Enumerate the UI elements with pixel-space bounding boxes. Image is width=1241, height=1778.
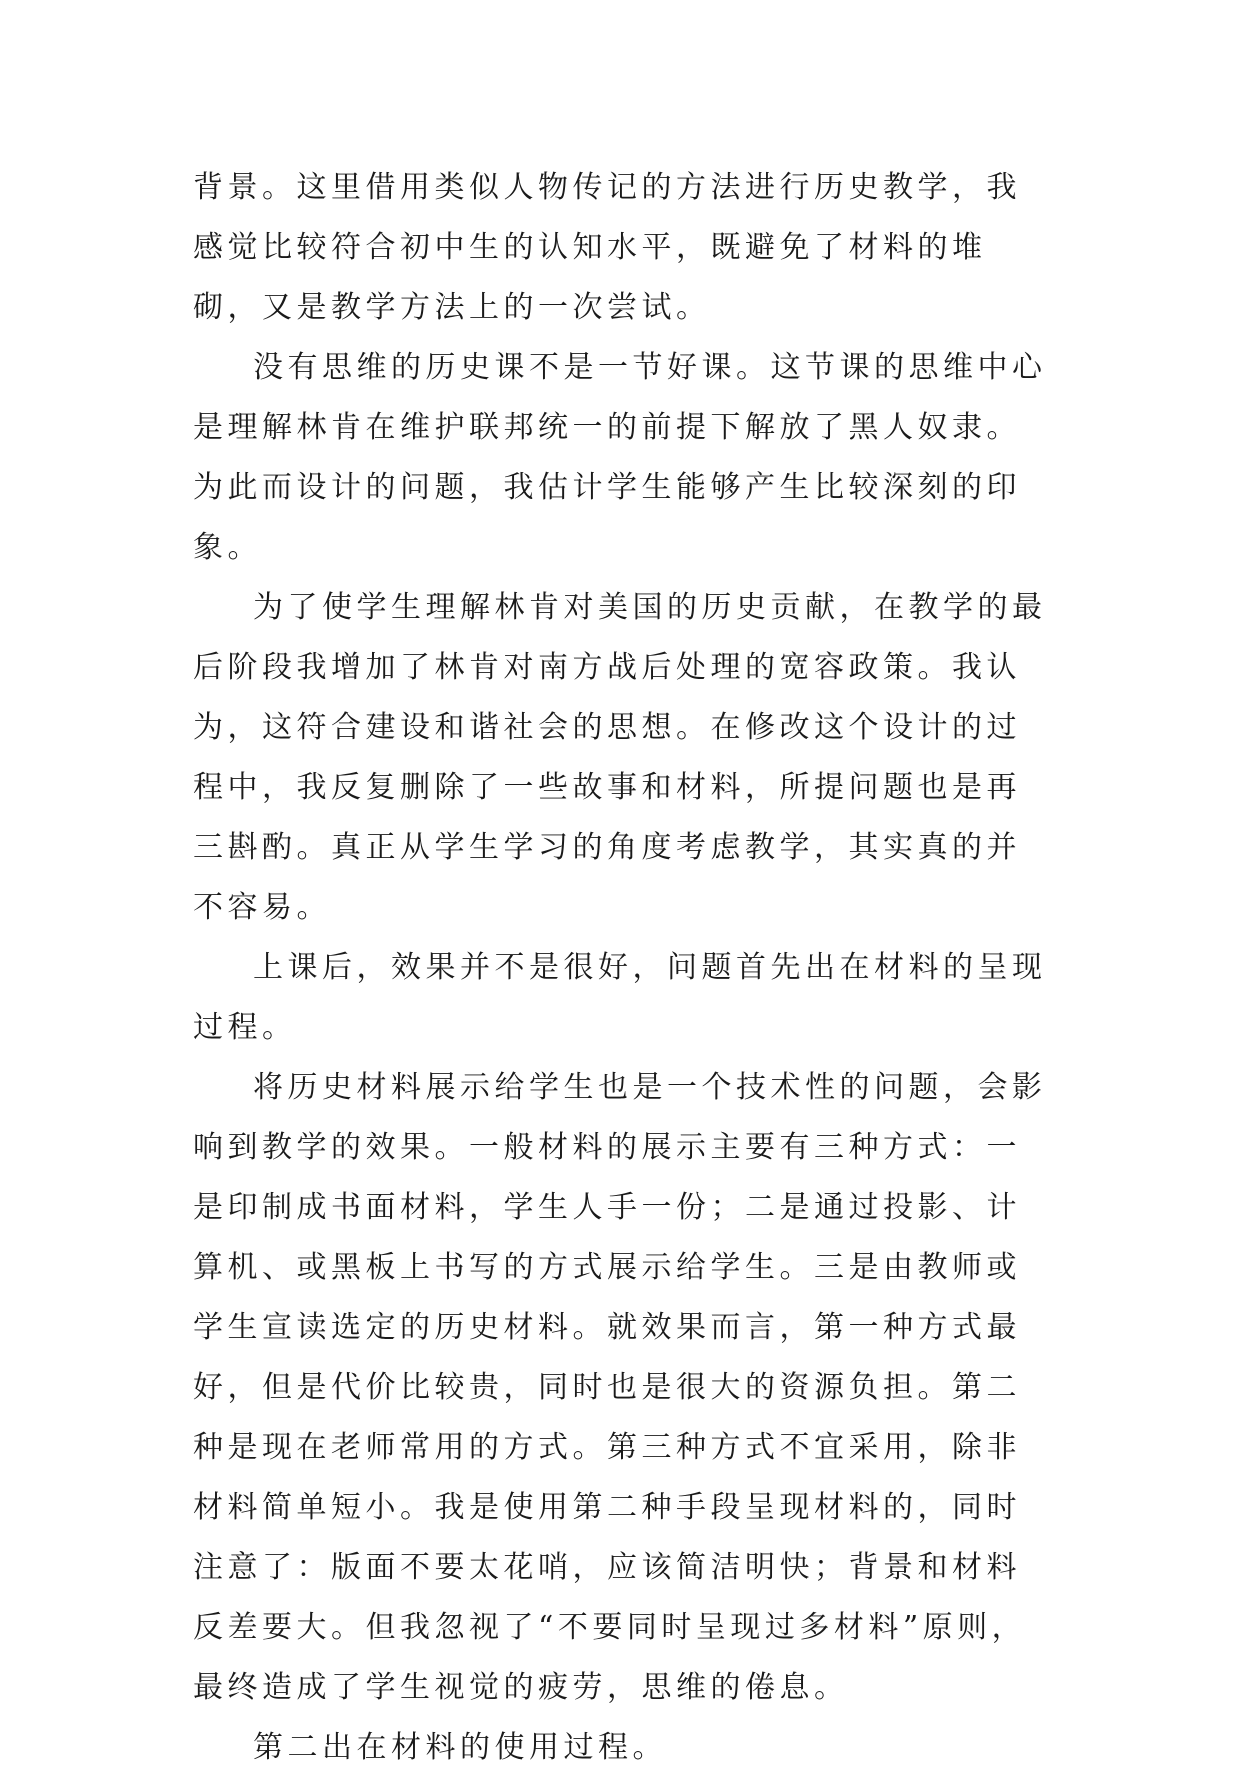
paragraph-1: 背景。这里借用类似人物传记的方法进行历史教学，我感觉比较符合初中生的认知水平，既避免了材料的堆砌，又是教学方法上的一次尝试。 [193,170,1021,325]
body-text [193,158,1053,1778]
paragraph-5: 将历史材料展示给学生也是一个技术性的问题，会影响到教学的效果。一般材料的展示主要有三种方式：一是印制成书面材料，学生人手一份；二是通过投影、计算机、或黑板上书写的方式展示给学生。三是由教师或学生宣读选定的历史材料。就效果而言，第一种方式最好，但是代价比较贵，同时也是很大的资源负担。第二种是现在老师常用的方式。第三种方式不宜采用，除非材料简单短小。我是使用第二种手段呈现材料的，同时注意了：版面不要太花哨，应该简洁明快；背景和材料反差要大。但我忽视了“不要同时呈现过多材料”原则，最终造成了学生视觉的疲劳，思维的倦息。 [193,1070,1047,1705]
paragraph-4: 上课后，效果并不是很好，问题首先出在材料的呈现过程。 [193,950,1047,1045]
paragraph-2: 没有思维的历史课不是一节好课。这节课的思维中心是理解林肯在维护联邦统一的前提下解放了黑人奴隶。为此而设计的问题，我估计学生能够产生比较深刻的印象。 [193,350,1047,565]
paragraph-6: 第二出在材料的使用过程。 [253,1730,667,1765]
paragraph-3: 为了使学生理解林肯对美国的历史贡献，在教学的最后阶段我增加了林肯对南方战后处理的宽容政策。我认为，这符合建设和谐社会的思想。在修改这个设计的过程中，我反复删除了一些故事和材料，所提问题也是再三斟酌。真正从学生学习的角度考虑教学，其实真的并不容易。 [193,590,1047,925]
